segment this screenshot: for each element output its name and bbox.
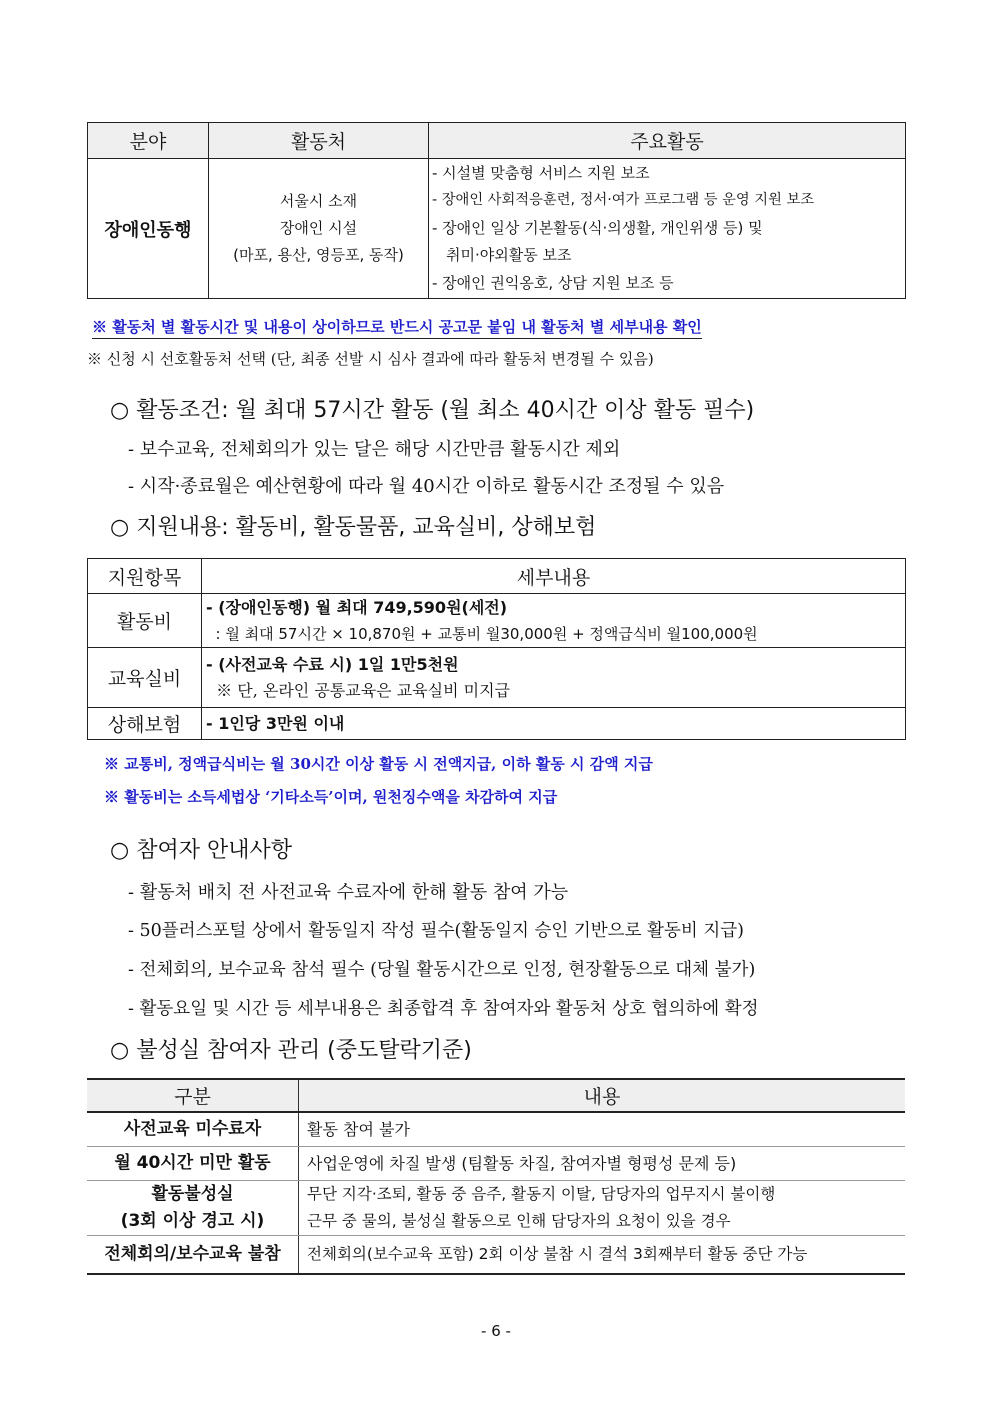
conditions-item: - 시작·종료월은 예산현황에 따라 월 40시간 이하로 활동시간 조정될 수 있음 xyxy=(128,476,725,497)
support-table xyxy=(87,558,906,740)
item-cell: 상해보험 xyxy=(88,708,202,740)
detail-line: : 월 최대 57시간 × 10,870원 + 교통비 월30,000원 + 정액급식비 월100,000원 xyxy=(206,624,758,643)
header-detail: 세부내용 xyxy=(202,559,906,594)
table-header-row xyxy=(87,1079,905,1112)
activities-cell xyxy=(429,159,906,299)
header-field: 분야 xyxy=(88,123,209,159)
important-note xyxy=(92,316,894,337)
content-cell: 활동 참여 불가 xyxy=(299,1112,906,1147)
content-cell: 사업운영에 차질 발생 (팀활동 차질, 참여자별 형평성 문제 등) xyxy=(299,1147,906,1181)
detail-cell xyxy=(202,648,906,708)
header-activities: 주요활동 xyxy=(429,123,906,159)
detail-line: - 1인당 3만원 이내 xyxy=(206,713,345,733)
table-row xyxy=(87,1181,905,1236)
category-cell: 사전교육 미수료자 xyxy=(87,1112,299,1147)
table-header-row xyxy=(88,559,906,594)
item-cell: 활동비 xyxy=(88,594,202,648)
transport-note: ※ 교통비, 정액급식비는 월 30시간 이상 활동 시 전액지급, 이하 활동 시 감액 지급 xyxy=(104,755,653,773)
table-row xyxy=(87,1147,905,1181)
participants-item: - 전체회의, 보수교육 참석 필수 (당월 활동시간으로 인정, 현장활동으로 대체 불가) xyxy=(128,960,756,980)
item-cell: 교육실비 xyxy=(88,648,202,708)
field-cell: 장애인동행 xyxy=(88,159,209,299)
category-cell: 월 40시간 미만 활동 xyxy=(87,1147,299,1181)
content-line: 무단 지각·조퇴, 활동 중 음주, 활동지 이탈, 담당자의 업무지시 불이행 xyxy=(307,1185,776,1203)
table-row xyxy=(88,648,906,708)
detail-line: - (사전교육 수료 시) 1일 1만5천원 xyxy=(206,654,459,674)
participants-heading: ○ 참여자 안내사항 xyxy=(110,838,292,863)
activity-line: - 장애인 일상 기본활동(식·의생활, 개인위생 등) 및 xyxy=(432,218,763,237)
table-header-row xyxy=(88,123,906,159)
table-row xyxy=(87,1112,905,1147)
category-cell: 전체회의/보수교육 불참 xyxy=(87,1236,299,1275)
header-place: 활동처 xyxy=(209,123,429,159)
table-row xyxy=(88,708,906,740)
category-cell xyxy=(87,1181,299,1236)
table-row xyxy=(87,1236,905,1275)
place-line: 장애인 시설 xyxy=(279,219,358,237)
table-row xyxy=(88,594,906,648)
conditions-heading: ○ 활동조건: 월 최대 57시간 활동 (월 최소 40시간 이상 활동 필수) xyxy=(110,398,755,423)
table-row xyxy=(88,159,906,299)
detail-line: - (장애인동행) 월 최대 749,590원(세전) xyxy=(206,597,508,617)
detail-cell xyxy=(202,708,906,740)
header-content: 내용 xyxy=(299,1079,906,1112)
activity-line: - 장애인 사회적응훈련, 정서·여가 프로그램 등 운영 지원 보조 xyxy=(432,192,815,209)
header-category: 구분 xyxy=(87,1079,299,1112)
content-cell xyxy=(299,1181,906,1236)
preference-note: ※ 신청 시 선호활동처 선택 (단, 최종 선발 시 심사 결과에 따라 활동처 변경될 수 있음) xyxy=(87,350,654,368)
participants-item: - 50플러스포털 상에서 활동일지 작성 필수(활동일지 승인 기반으로 활동비 지급) xyxy=(128,921,744,941)
activity-line: 취미·야외활동 보조 xyxy=(446,246,572,265)
header-item: 지원항목 xyxy=(88,559,202,594)
dropout-criteria-table xyxy=(87,1078,905,1275)
detail-line: ※ 단, 온라인 공통교육은 교육실비 미지급 xyxy=(206,680,510,700)
participants-item: - 활동처 배치 전 사전교육 수료자에 한해 활동 참여 가능 xyxy=(128,882,569,903)
place-line: (마포, 용산, 영등포, 동작) xyxy=(233,246,404,264)
activity-line: - 장애인 권익옹호, 상담 지원 보조 등 xyxy=(432,273,674,292)
important-note-text: ※ 활동처 별 활동시간 및 내용이 상이하므로 반드시 공고문 붙임 내 활동처 별 세부내용 확인 xyxy=(92,318,702,339)
category-line: (3회 이상 경고 시) xyxy=(120,1211,265,1231)
support-heading: ○ 지원내용: 활동비, 활동물품, 교육실비, 상해보험 xyxy=(110,515,597,540)
category-line: 활동불성실 xyxy=(151,1184,234,1204)
conditions-item: - 보수교육, 전체회의가 있는 달은 해당 시간만큼 활동시간 제외 xyxy=(128,439,621,460)
activity-line: - 시설별 맞춤형 서비스 지원 보조 xyxy=(432,163,650,182)
dropout-heading: ○ 불성실 참여자 관리 (중도탈락기준) xyxy=(110,1038,472,1063)
detail-cell xyxy=(202,594,906,648)
page-number: - 6 - xyxy=(481,1322,511,1340)
activity-field-table xyxy=(87,122,906,299)
place-line: 서울시 소재 xyxy=(279,192,358,210)
content-line: 근무 중 물의, 불성실 활동으로 인해 담당자의 요청이 있을 경우 xyxy=(307,1212,731,1230)
content-cell: 전체회의(보수교육 포함) 2회 이상 불참 시 결석 3회째부터 활동 중단 가능 xyxy=(299,1236,906,1275)
participants-item: - 활동요일 및 시간 등 세부내용은 최종합격 후 참여자와 활동처 상호 협의하에 확정 xyxy=(128,999,759,1019)
place-cell xyxy=(209,159,429,299)
tax-note: ※ 활동비는 소득세법상 ‘기타소득’이며, 원천징수액을 차감하여 지급 xyxy=(104,788,558,806)
